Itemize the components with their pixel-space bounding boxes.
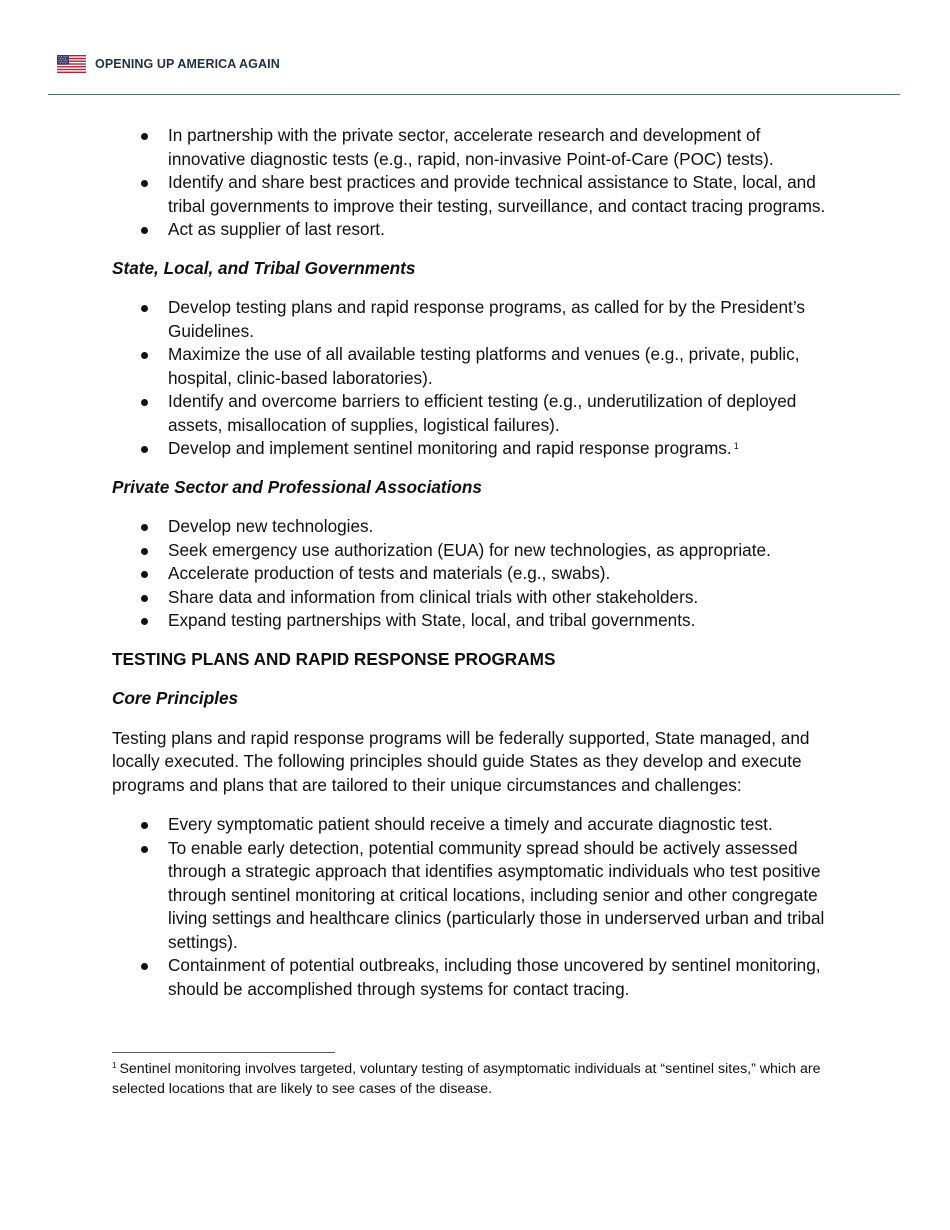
list-item-text: Develop and implement sentinel monitoring and rapid response programs. [168,438,732,458]
footnote-number: 1 [112,1061,117,1070]
footnote [112,1060,842,1099]
list-item: Identify and share best practices and provide technical assistance to State, local, and tribal governments to improve their testing, surveillance, and contact tracing programs. [112,171,842,218]
list-item: Expand testing partnerships with State, local, and tribal governments. [112,609,842,633]
us-flag-icon [57,55,86,73]
list-item: Develop testing plans and rapid response programs, as called for by the President’s Guidelines. [112,296,842,343]
footnote-divider [112,1052,335,1053]
federal-responsibilities-list [112,124,842,242]
list-item: Identify and overcome barriers to efficient testing (e.g., underutilization of deployed assets, misallocation of supplies, logistical failures). [112,390,842,437]
footnote-reference[interactable]: 1 [733,441,739,451]
list-item: Act as supplier of last resort. [112,218,842,242]
list-item: To enable early detection, potential community spread should be actively assessed through a strategic approach that identifies asymptomatic individuals who test positive through sentinel monitoring at critical locations, including senior and other congregate living settings and healthcare clinics (particularly those in underserved urban and tribal settings). [112,837,842,955]
document-body [112,124,842,1001]
list-item: Develop new technologies. [112,515,842,539]
list-item: Maximize the use of all available testing platforms and venues (e.g., private, public, hospital, clinic-based laboratories). [112,343,842,390]
private-sector-list [112,515,842,633]
testing-plans-section-title: TESTING PLANS AND RAPID RESPONSE PROGRAMS [112,648,556,669]
list-item: Containment of potential outbreaks, including those uncovered by sentinel monitoring, should be accomplished through systems for contact tracing. [112,954,842,1001]
core-principles-heading: Core Principles [112,688,239,708]
list-item: Every symptomatic patient should receive a timely and accurate diagnostic test. [112,813,842,837]
header-title: OPENING UP AMERICA AGAIN [95,57,280,71]
state-responsibilities-list [112,296,842,461]
list-item: Seek emergency use authorization (EUA) for new technologies, as appropriate. [112,539,842,563]
page-header [57,54,280,74]
core-principles-paragraph: Testing plans and rapid response programs will be federally supported, State managed, and locally executed. The following principles should guide States as they develop and execute programs and plans that are tailored to their unique circumstances and challenges: [112,727,810,795]
private-sector-heading: Private Sector and Professional Associations [112,476,482,497]
list-item: Share data and information from clinical trials with other stakeholders. [112,586,842,610]
list-item: In partnership with the private sector, accelerate research and development of innovative diagnostic tests (e.g., rapid, non-invasive Point-of-Care (POC) tests). [112,124,842,171]
core-principles-list [112,813,842,1001]
footnote-text: Sentinel monitoring involves targeted, voluntary testing of asymptomatic individuals at “sentinel sites,” which are selected locations that are likely to see cases of the disease. [112,1061,821,1097]
state-local-tribal-heading: State, Local, and Tribal Governments [112,257,416,278]
header-divider [48,94,900,95]
list-item [112,437,842,461]
list-item: Accelerate production of tests and materials (e.g., swabs). [112,562,842,586]
